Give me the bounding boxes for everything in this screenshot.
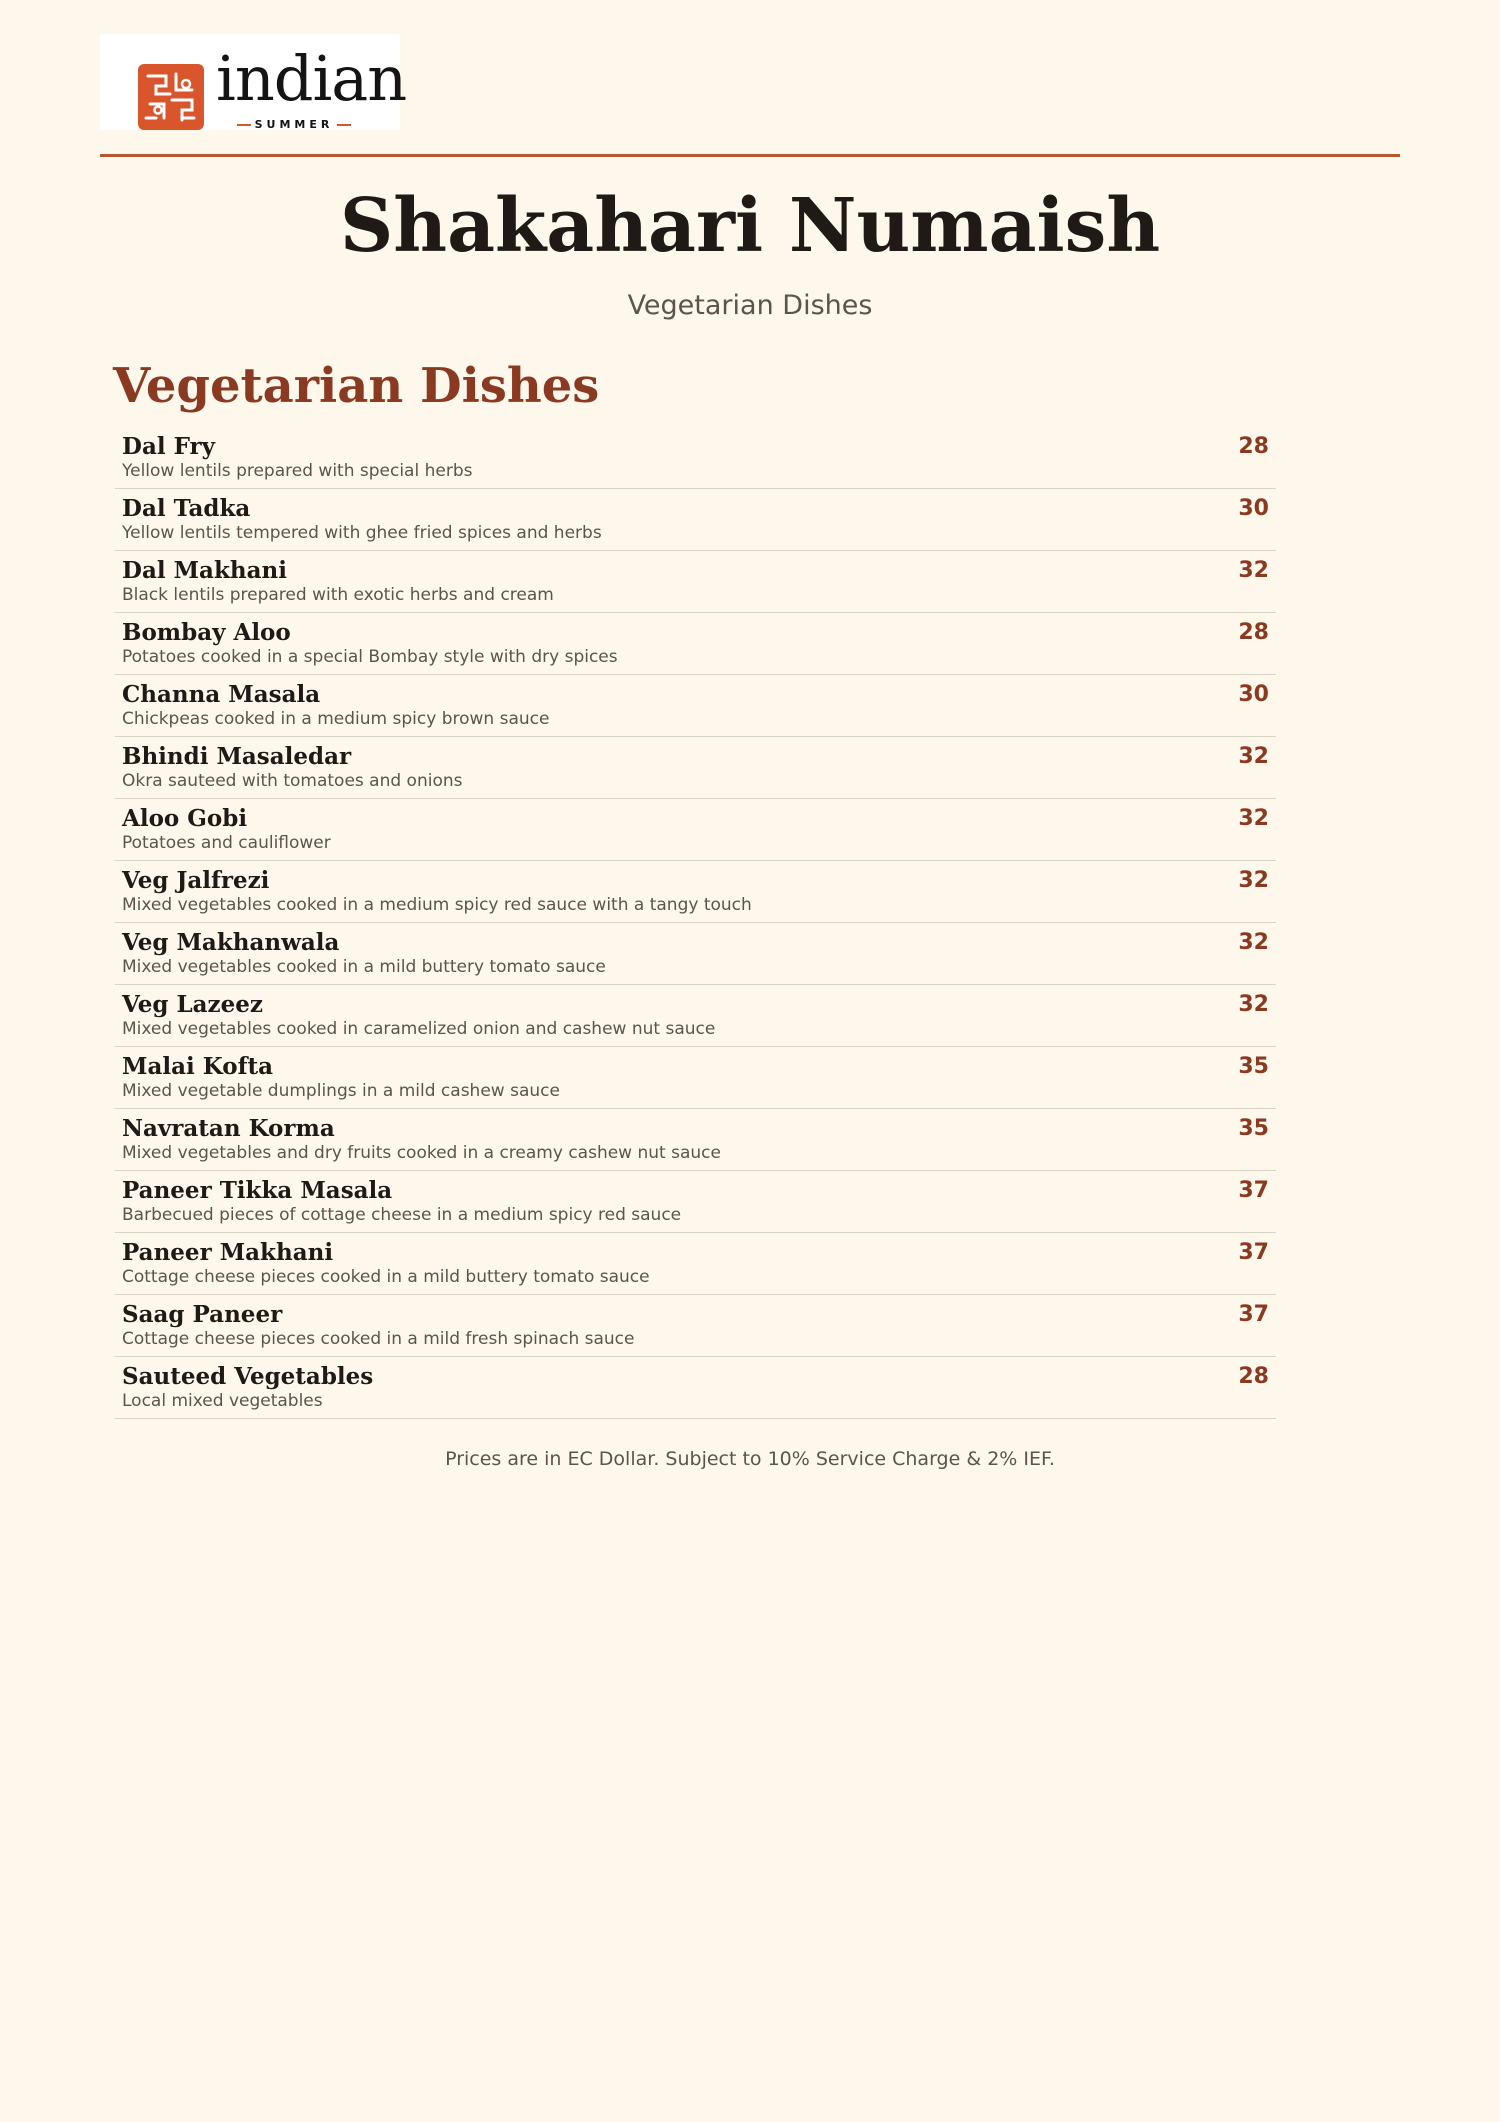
item-price: 32 <box>1238 868 1269 893</box>
item-price: 28 <box>1238 434 1269 459</box>
item-price: 30 <box>1238 496 1269 521</box>
item-description: Yellow lentils tempered with ghee fried spices and herbs <box>122 523 602 543</box>
item-description: Mixed vegetables cooked in caramelized onion and cashew nut sauce <box>122 1019 716 1039</box>
logo-wordmark: indian <box>216 42 407 115</box>
menu-item <box>115 1109 1276 1171</box>
item-name: Channa Masala <box>122 681 321 708</box>
item-description: Barbecued pieces of cottage cheese in a medium spicy red sauce <box>122 1205 682 1225</box>
item-description: Black lentils prepared with exotic herbs and cream <box>122 585 554 605</box>
menu-item <box>115 985 1276 1047</box>
menu-list <box>115 427 1276 1419</box>
item-description: Mixed vegetables cooked in a medium spicy red sauce with a tangy touch <box>122 895 752 915</box>
item-name: Paneer Tikka Masala <box>122 1177 393 1204</box>
menu-item <box>115 613 1276 675</box>
item-price: 37 <box>1238 1240 1269 1265</box>
item-price: 32 <box>1238 744 1269 769</box>
item-name: Dal Makhani <box>122 557 287 584</box>
item-description: Mixed vegetables and dry fruits cooked in a creamy cashew nut sauce <box>122 1143 721 1163</box>
item-name: Aloo Gobi <box>122 805 248 832</box>
menu-item <box>115 1295 1276 1357</box>
item-description: Potatoes cooked in a special Bombay style with dry spices <box>122 647 618 667</box>
header-divider <box>100 154 1400 157</box>
item-name: Sauteed Vegetables <box>122 1363 374 1390</box>
item-price: 37 <box>1238 1302 1269 1327</box>
item-name: Dal Fry <box>122 433 215 460</box>
menu-item <box>115 427 1276 489</box>
item-description: Okra sauteed with tomatoes and onions <box>122 771 463 791</box>
menu-item <box>115 675 1276 737</box>
item-price: 28 <box>1238 1364 1269 1389</box>
item-price: 32 <box>1238 558 1269 583</box>
item-price: 28 <box>1238 620 1269 645</box>
menu-item <box>115 1233 1276 1295</box>
item-price: 35 <box>1238 1054 1269 1079</box>
item-description: Potatoes and cauliflower <box>122 833 331 853</box>
item-description: Yellow lentils prepared with special herbs <box>122 461 473 481</box>
restaurant-logo <box>100 34 407 131</box>
item-description: Cottage cheese pieces cooked in a mild fresh spinach sauce <box>122 1329 635 1349</box>
item-price: 32 <box>1238 806 1269 831</box>
logo-emblem-icon <box>138 64 204 130</box>
menu-item <box>115 1357 1276 1419</box>
menu-item <box>115 861 1276 923</box>
item-name: Bombay Aloo <box>122 619 291 646</box>
section-heading: Vegetarian Dishes <box>113 358 600 414</box>
item-price: 30 <box>1238 682 1269 707</box>
item-name: Navratan Korma <box>122 1115 335 1142</box>
item-name: Paneer Makhani <box>122 1239 334 1266</box>
item-name: Dal Tadka <box>122 495 251 522</box>
page-title: Shakahari Numaish <box>339 183 1161 269</box>
item-description: Mixed vegetables cooked in a mild buttery tomato sauce <box>122 957 606 977</box>
menu-item <box>115 551 1276 613</box>
menu-item <box>115 489 1276 551</box>
menu-item <box>115 1171 1276 1233</box>
item-description: Local mixed vegetables <box>122 1391 323 1411</box>
item-price: 32 <box>1238 992 1269 1017</box>
menu-item <box>115 923 1276 985</box>
item-name: Saag Paneer <box>122 1301 283 1328</box>
item-name: Malai Kofta <box>122 1053 273 1080</box>
menu-item <box>115 737 1276 799</box>
item-description: Cottage cheese pieces cooked in a mild buttery tomato sauce <box>122 1267 650 1287</box>
item-description: Mixed vegetable dumplings in a mild cashew sauce <box>122 1081 560 1101</box>
item-name: Veg Makhanwala <box>122 929 340 956</box>
menu-item <box>115 1047 1276 1109</box>
menu-item <box>115 799 1276 861</box>
item-name: Veg Jalfrezi <box>122 867 270 894</box>
page-subtitle: Vegetarian Dishes <box>627 290 873 321</box>
pricing-footnote: Prices are in EC Dollar. Subject to 10% Service Charge & 2% IEF. <box>445 1448 1055 1470</box>
logo-subword: SUMMER <box>224 118 364 131</box>
item-name: Bhindi Masaledar <box>122 743 352 770</box>
item-price: 35 <box>1238 1116 1269 1141</box>
item-description: Chickpeas cooked in a medium spicy brown sauce <box>122 709 550 729</box>
item-price: 37 <box>1238 1178 1269 1203</box>
item-price: 32 <box>1238 930 1269 955</box>
item-name: Veg Lazeez <box>122 991 263 1018</box>
